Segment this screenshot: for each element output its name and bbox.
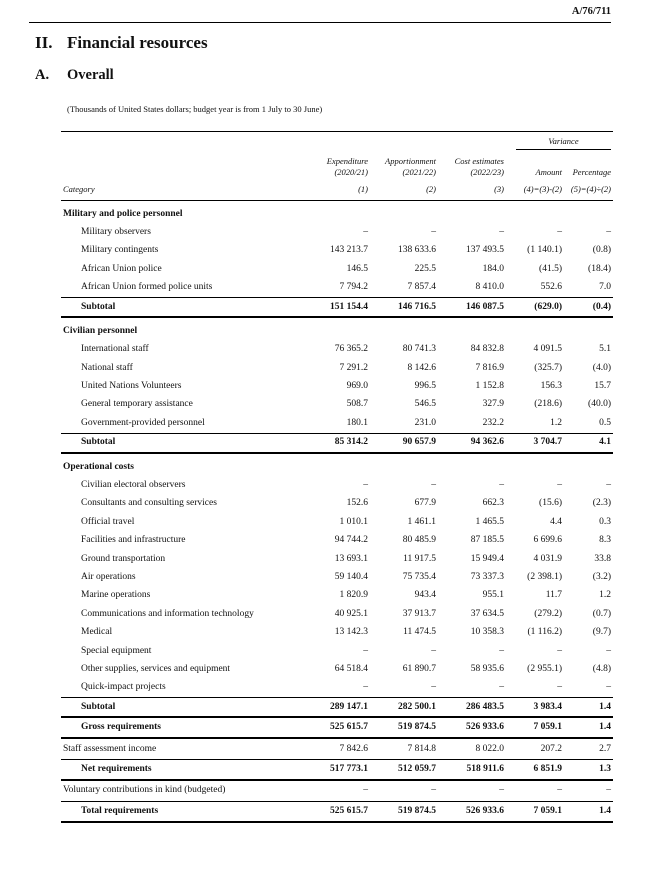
cell-col3: 232.2 xyxy=(482,417,504,428)
cell-col3: – xyxy=(499,645,504,656)
cell-col3: 327.9 xyxy=(482,399,504,410)
cell-col1: 146.5 xyxy=(346,263,368,274)
cell-col1: 40 925.1 xyxy=(334,608,368,619)
cell-col1: 289 147.1 xyxy=(307,698,370,718)
cell-col3: – xyxy=(499,480,504,491)
cell-col4: – xyxy=(506,780,564,802)
cell-col5: 0.5 xyxy=(599,417,611,428)
cell-col1: 94 744.2 xyxy=(334,535,368,546)
gross-requirements-row xyxy=(61,717,613,737)
cell-col1: – xyxy=(363,645,368,656)
cell-col4: 3 704.7 xyxy=(506,433,564,453)
cell-col3: – xyxy=(499,226,504,237)
cell-col4: 11.7 xyxy=(545,590,562,601)
cell-col1: 508.7 xyxy=(346,399,368,410)
row-label: Medical xyxy=(81,627,113,638)
cell-col5: – xyxy=(564,780,613,802)
cell-col4: 4 091.5 xyxy=(533,344,562,355)
cell-col3: 518 911.6 xyxy=(438,760,506,780)
cell-col4: 7 059.1 xyxy=(506,717,564,737)
cell-col4: – xyxy=(557,645,562,656)
table-note: (Thousands of United States dollars; budget year is from 1 July to 30 June) xyxy=(67,104,323,114)
cell-col1: – xyxy=(363,682,368,693)
table-row xyxy=(61,642,613,660)
row-label: Military contingents xyxy=(81,245,159,256)
cell-col2: – xyxy=(431,645,436,656)
cell-col5: (0.4) xyxy=(564,297,613,317)
cell-col2: 1 461.1 xyxy=(407,516,436,527)
table-row xyxy=(61,278,613,297)
percentage-header: Percentage xyxy=(572,167,611,178)
table-row xyxy=(61,532,613,550)
group-heading xyxy=(61,317,613,340)
cost-estimates-header: Cost estimates (2022/23) xyxy=(454,156,504,178)
cell-col3: 662.3 xyxy=(482,498,504,509)
cell-col2: 677.9 xyxy=(414,498,436,509)
table-row xyxy=(61,623,613,641)
row-label: United Nations Volunteers xyxy=(81,381,182,392)
cell-col5: (2.3) xyxy=(592,498,611,509)
cell-col1: 59 140.4 xyxy=(334,572,368,582)
cell-col5: (9.7) xyxy=(592,627,611,638)
cell-col2: 282 500.1 xyxy=(370,698,438,718)
cell-col4: 3 983.4 xyxy=(506,698,564,718)
row-label: Ground transportation xyxy=(81,553,166,564)
cell-col2: 138 633.6 xyxy=(398,245,436,256)
cell-col3: 7 816.9 xyxy=(475,362,504,373)
section-number: II. xyxy=(35,33,53,52)
row-label: Other supplies, services and equipment xyxy=(81,663,231,674)
row-label: National staff xyxy=(81,362,133,373)
row-label: Civilian personnel xyxy=(63,325,138,336)
cell-col4: – xyxy=(557,480,562,491)
row-label: Air operations xyxy=(81,572,136,582)
group-heading xyxy=(61,200,613,223)
section-title: Financial resources xyxy=(67,33,208,52)
subsection-title: Overall xyxy=(67,67,114,83)
cell-col3: 526 933.6 xyxy=(438,717,506,737)
subtotal-row xyxy=(61,297,613,317)
row-label: Civilian electoral observers xyxy=(81,480,186,491)
subsection-number: A. xyxy=(35,67,50,83)
cell-col3: – xyxy=(438,780,506,802)
expenditure-header: Expenditure (2020/21) xyxy=(326,156,368,178)
cell-col1: 525 615.7 xyxy=(307,802,370,822)
table-row xyxy=(61,513,613,531)
row-label: International staff xyxy=(81,344,149,355)
cell-col2: – xyxy=(370,780,438,802)
cell-col2: 90 657.9 xyxy=(370,433,438,453)
table-row xyxy=(61,679,613,698)
row-label: General temporary assistance xyxy=(81,399,193,410)
row-label: Operational costs xyxy=(63,461,134,472)
cell-col3: 146 087.5 xyxy=(438,297,506,317)
cell-col2: 7 814.8 xyxy=(370,738,438,760)
cell-col4: 1.2 xyxy=(550,417,562,428)
cell-col1: 1 010.1 xyxy=(339,516,368,527)
row-label: Special equipment xyxy=(81,645,152,656)
col5-header: (5)=(4)÷(2) xyxy=(564,178,613,200)
cell-col5: 8.3 xyxy=(599,535,611,546)
cell-col4: 156.3 xyxy=(540,381,562,392)
header-row-titles xyxy=(61,150,613,178)
cell-col1: 13 142.3 xyxy=(334,627,368,638)
cell-col2: 996.5 xyxy=(414,381,436,392)
cell-col5: (40.0) xyxy=(588,399,611,410)
table-row xyxy=(61,341,613,359)
cell-col5: (0.7) xyxy=(592,608,611,619)
header-rule xyxy=(29,22,611,23)
cell-col1: 180.1 xyxy=(346,417,368,428)
cell-col3: 8 022.0 xyxy=(438,738,506,760)
cell-col5: 1.3 xyxy=(564,760,613,780)
cell-col4: – xyxy=(557,682,562,693)
amount-header: Amount xyxy=(535,167,562,178)
table-row xyxy=(61,495,613,513)
cell-col4: (218.6) xyxy=(534,399,562,410)
cell-col5: 15.7 xyxy=(594,381,611,392)
cell-col4: – xyxy=(557,226,562,237)
table-row xyxy=(61,359,613,377)
total-requirements-row xyxy=(61,802,613,822)
cell-col5: 1.4 xyxy=(564,717,613,737)
cell-col5: 1.4 xyxy=(564,802,613,822)
row-label: Official travel xyxy=(81,516,135,527)
cell-col3: 58 935.6 xyxy=(470,663,504,674)
cell-col1: 143 213.7 xyxy=(330,245,368,256)
cell-col5: 5.1 xyxy=(599,344,611,355)
table-row xyxy=(61,377,613,395)
table-row xyxy=(61,242,613,260)
category-header: Category xyxy=(61,178,307,200)
cell-col3: 94 362.6 xyxy=(438,433,506,453)
cell-col3: 84 832.8 xyxy=(470,344,504,355)
financial-resources-table xyxy=(61,131,613,823)
row-label: Quick-impact projects xyxy=(81,682,166,693)
cell-col3: 526 933.6 xyxy=(438,802,506,822)
table-row xyxy=(61,605,613,623)
cell-col1: – xyxy=(363,226,368,237)
table-row xyxy=(61,223,613,241)
row-label: Total requirements xyxy=(61,802,307,822)
col3-header: (3) xyxy=(438,178,506,200)
cell-col5: 4.1 xyxy=(564,433,613,453)
cell-col3: 1 152.8 xyxy=(475,381,504,392)
table-row xyxy=(61,660,613,678)
cell-col2: – xyxy=(431,226,436,237)
cell-col3: 73 337.3 xyxy=(470,572,504,582)
cell-col2: 37 913.7 xyxy=(402,608,436,619)
header-row-column-numbers xyxy=(61,178,613,200)
cell-col2: 546.5 xyxy=(414,399,436,410)
cell-col5: (4.8) xyxy=(592,663,611,674)
cell-col5: – xyxy=(606,226,611,237)
cell-col2: 80 741.3 xyxy=(402,344,436,355)
cell-col4: 7 059.1 xyxy=(506,802,564,822)
cell-col2: 519 874.5 xyxy=(370,717,438,737)
row-label: Communications and information technology xyxy=(81,608,254,619)
cell-col4: (2 398.1) xyxy=(527,572,562,582)
cell-col4: (1 116.2) xyxy=(527,627,562,638)
cell-col3: 137 493.5 xyxy=(466,245,504,256)
cell-col3: 184.0 xyxy=(482,263,504,274)
section-heading xyxy=(35,33,208,53)
cell-col3: 1 465.5 xyxy=(475,516,504,527)
cell-col3: 955.1 xyxy=(482,590,504,601)
subsection-heading xyxy=(35,67,114,84)
cell-col5: 2.7 xyxy=(564,738,613,760)
cell-col3: 8 410.0 xyxy=(475,282,504,293)
cell-col3: 10 358.3 xyxy=(470,627,504,638)
cell-col2: 7 857.4 xyxy=(407,282,436,293)
cell-col2: 61 890.7 xyxy=(402,663,436,674)
cell-col5: – xyxy=(606,480,611,491)
row-label: Consultants and consulting services xyxy=(81,498,217,509)
row-label: Military and police personnel xyxy=(63,208,183,219)
cell-col2: 8 142.6 xyxy=(407,362,436,373)
cell-col1: 13 693.1 xyxy=(334,553,368,564)
row-label: African Union formed police units xyxy=(81,282,213,293)
apportionment-header: Apportionment (2021/22) xyxy=(385,156,436,178)
cell-col1: 969.0 xyxy=(346,381,368,392)
row-label: Voluntary contributions in kind (budgeted) xyxy=(61,780,307,802)
cell-col4: 6 851.9 xyxy=(506,760,564,780)
cell-col1: 7 794.2 xyxy=(339,282,368,293)
cell-col1: 64 518.4 xyxy=(334,663,368,674)
cell-col1: 7 291.2 xyxy=(339,362,368,373)
cell-col5: 7.0 xyxy=(599,282,611,293)
subtotal-row xyxy=(61,698,613,718)
cell-col5: 33.8 xyxy=(594,553,611,564)
table-row xyxy=(61,568,613,586)
cell-col4: (2 955.1) xyxy=(527,663,562,674)
cell-col1: 76 365.2 xyxy=(334,344,368,355)
table-row xyxy=(61,396,613,414)
cell-col4: 6 699.6 xyxy=(533,535,562,546)
table-row xyxy=(61,587,613,605)
staff-assessment-row xyxy=(61,738,613,760)
cell-col2: 512 059.7 xyxy=(370,760,438,780)
cell-col1: – xyxy=(307,780,370,802)
cell-col2: 519 874.5 xyxy=(370,802,438,822)
cell-col1: 1 820.9 xyxy=(339,590,368,601)
row-label: Subtotal xyxy=(61,433,307,453)
cell-col1: – xyxy=(363,480,368,491)
cell-col1: 152.6 xyxy=(346,498,368,509)
row-label: Staff assessment income xyxy=(61,738,307,760)
row-label: Facilities and infrastructure xyxy=(81,535,186,546)
table-body xyxy=(61,132,613,822)
cell-col4: (1 140.1) xyxy=(527,245,562,256)
cell-col2: 11 917.5 xyxy=(403,553,436,564)
cell-col1: 517 773.1 xyxy=(307,760,370,780)
cell-col4: (325.7) xyxy=(534,362,562,373)
document-symbol: A/76/711 xyxy=(571,6,611,17)
cell-col4: 4 031.9 xyxy=(533,553,562,564)
cell-col2: 80 485.9 xyxy=(402,535,436,546)
cell-col4: (41.5) xyxy=(539,263,562,274)
cell-col5: 1.2 xyxy=(599,590,611,601)
col2-header: (2) xyxy=(370,178,438,200)
col1-header: (1) xyxy=(307,178,370,200)
table-row xyxy=(61,260,613,278)
cell-col1: 525 615.7 xyxy=(307,717,370,737)
cell-col5: (4.0) xyxy=(592,362,611,373)
cell-col3: 37 634.5 xyxy=(470,608,504,619)
row-label: African Union police xyxy=(81,263,162,274)
cell-col3: 15 949.4 xyxy=(470,553,504,564)
cell-col4: (15.6) xyxy=(539,498,562,509)
voluntary-contributions-row xyxy=(61,780,613,802)
cell-col5: – xyxy=(606,645,611,656)
group-heading xyxy=(61,453,613,476)
cell-col3: 286 483.5 xyxy=(438,698,506,718)
row-label: Net requirements xyxy=(61,760,307,780)
cell-col5: 0.3 xyxy=(599,516,611,527)
cell-col5: (0.8) xyxy=(592,245,611,256)
cell-col4: 4.4 xyxy=(550,516,562,527)
cell-col2: 75 735.4 xyxy=(402,572,436,582)
table-row xyxy=(61,414,613,433)
cell-col3: – xyxy=(499,682,504,693)
variance-header: Variance xyxy=(516,136,611,150)
cell-col1: 85 314.2 xyxy=(307,433,370,453)
cell-col5: 1.4 xyxy=(564,698,613,718)
cell-col1: 151 154.4 xyxy=(307,297,370,317)
row-label: Subtotal xyxy=(61,698,307,718)
table-row xyxy=(61,476,613,494)
row-label: Marine operations xyxy=(81,590,151,601)
cell-col4: 207.2 xyxy=(506,738,564,760)
cell-col5: (18.4) xyxy=(588,263,611,274)
cell-col5: – xyxy=(606,682,611,693)
cell-col3: 87 185.5 xyxy=(470,535,504,546)
cell-col4: (279.2) xyxy=(534,608,562,619)
row-label: Subtotal xyxy=(61,297,307,317)
table-row xyxy=(61,550,613,568)
cell-col4: 552.6 xyxy=(540,282,562,293)
cell-col2: 231.0 xyxy=(414,417,436,428)
cell-col2: 11 474.5 xyxy=(403,627,436,638)
col4-header: (4)=(3)-(2) xyxy=(506,178,564,200)
cell-col2: 225.5 xyxy=(414,263,436,274)
header-row-variance xyxy=(61,132,613,151)
net-requirements-row xyxy=(61,760,613,780)
cell-col1: 7 842.6 xyxy=(307,738,370,760)
row-label: Government-provided personnel xyxy=(81,417,205,428)
cell-col2: 146 716.5 xyxy=(370,297,438,317)
cell-col2: – xyxy=(431,480,436,491)
cell-col2: 943.4 xyxy=(414,590,436,601)
cell-col4: (629.0) xyxy=(506,297,564,317)
cell-col5: (3.2) xyxy=(592,572,611,582)
row-label: Gross requirements xyxy=(61,717,307,737)
cell-col2: – xyxy=(431,682,436,693)
row-label: Military observers xyxy=(81,226,151,237)
subtotal-row xyxy=(61,433,613,453)
